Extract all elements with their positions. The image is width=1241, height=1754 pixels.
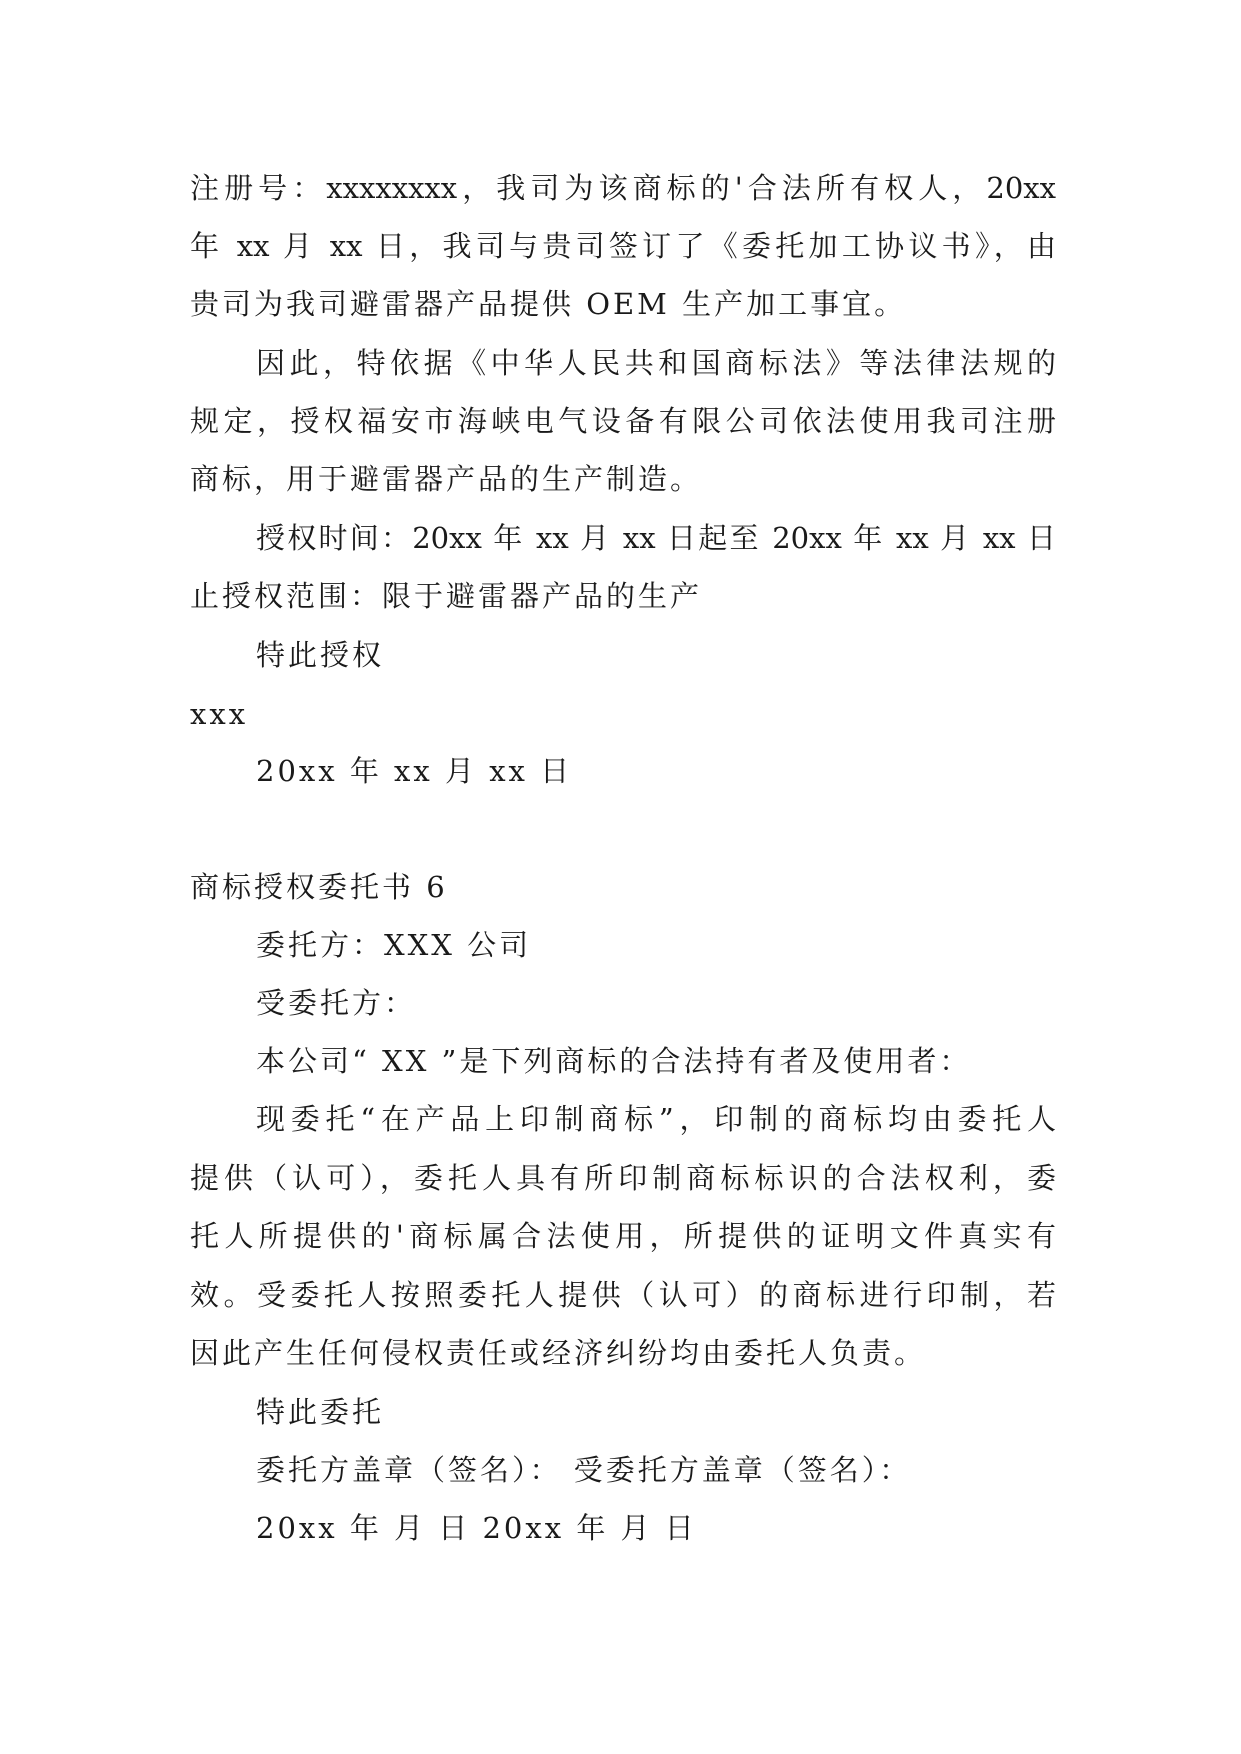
agent-line: 受委托方：	[256, 986, 417, 1020]
paragraph-line: 商标，用于避雷器产品的生产制造。	[190, 462, 703, 496]
signature-line: 委托方盖章（签名）： 受委托方盖章（签名）：	[256, 1453, 912, 1487]
date-line: 20xx 年 xx 月 xx 日	[256, 754, 573, 788]
closing-phrase: 特此委托	[256, 1395, 385, 1429]
paragraph-line: 因此，特依据《中华人民共和国商标法》等法律法规的	[256, 346, 1056, 380]
paragraph-line: 注册号：xxxxxxxx，我司为该商标的'合法所有权人，20xx	[190, 171, 1056, 205]
signatory: xxx	[190, 697, 249, 731]
paragraph-line: 年 xx 月 xx 日，我司与贵司签订了《委托加工协议书》，由	[190, 229, 1056, 263]
principal-line: 委托方：XXX 公司	[256, 928, 532, 962]
paragraph-line: 因此产生任何侵权责任或经济纠纷均由委托人负责。	[190, 1336, 927, 1370]
paragraph-line: 效。受委托人按照委托人提供（认可）的商标进行印制，若	[190, 1278, 1056, 1312]
authorization-period: 授权时间：20xx 年 xx 月 xx 日起至 20xx 年 xx 月 xx 日	[256, 521, 1056, 555]
paragraph-line: 提供（认可），委托人具有所印制商标标识的合法权利，委	[190, 1161, 1056, 1195]
paragraph-line: 规定，授权福安市海峡电气设备有限公司依法使用我司注册	[190, 404, 1056, 438]
date-line: 20xx 年 月 日 20xx 年 月 日	[256, 1511, 697, 1545]
paragraph-line: 本公司“ XX ”是下列商标的合法持有者及使用者：	[256, 1044, 972, 1078]
closing-phrase: 特此授权	[256, 638, 385, 672]
paragraph-line: 托人所提供的'商标属合法使用，所提供的证明文件真实有	[190, 1219, 1056, 1253]
section-title: 商标授权委托书 6	[190, 870, 448, 904]
authorization-scope: 止授权范围：限于避雷器产品的生产	[190, 579, 703, 613]
paragraph-line: 贵司为我司避雷器产品提供 OEM 生产加工事宜。	[190, 287, 907, 321]
paragraph-line: 现委托“在产品上印制商标”，印制的商标均由委托人	[256, 1102, 1056, 1136]
